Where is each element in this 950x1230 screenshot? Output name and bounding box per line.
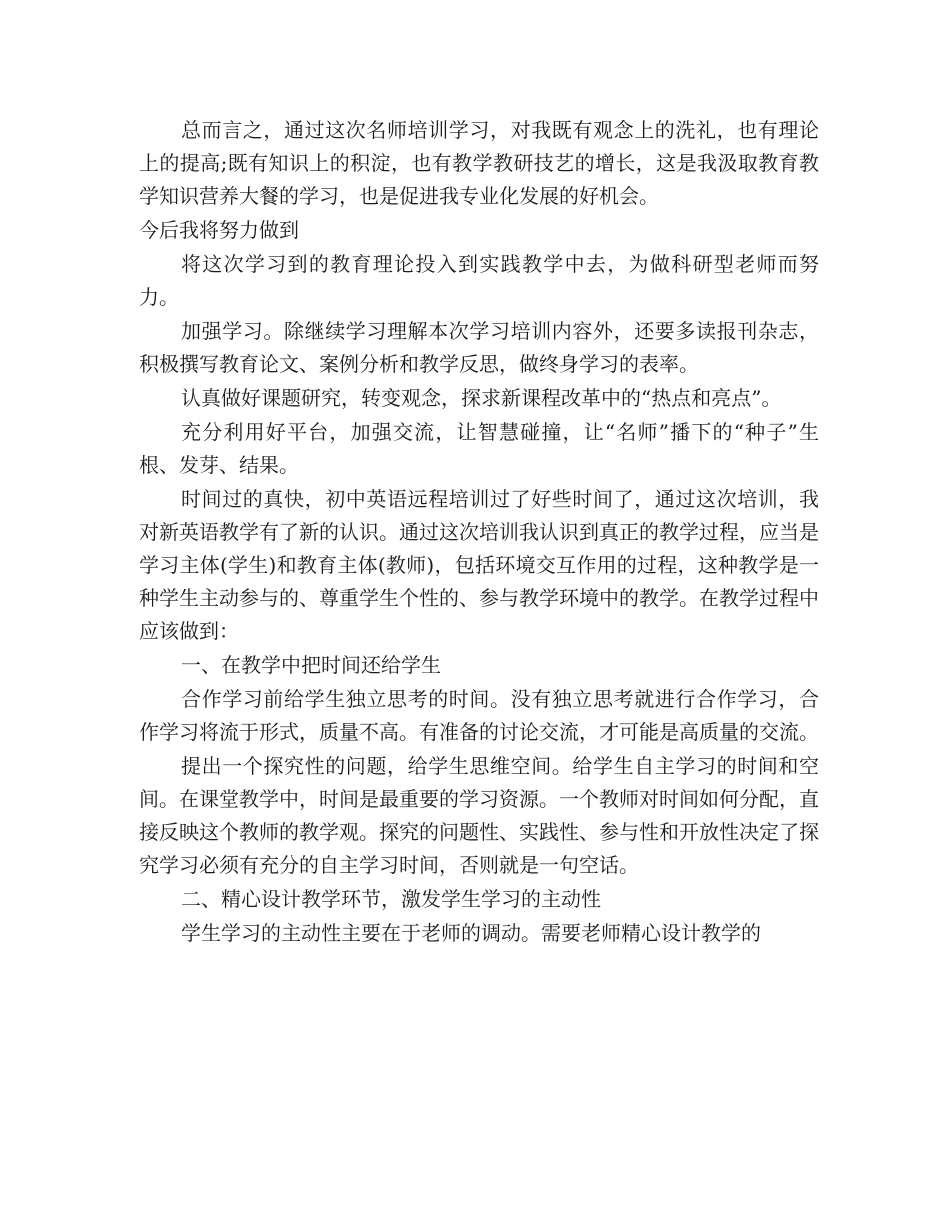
paragraph-practice: 将这次学习到的教育理论投入到实践教学中去，为做科研型老师而努力。: [139, 252, 819, 309]
paragraph-summary: 总而言之，通过这次名师培训学习，对我既有观念上的洗礼，也有理论上的提高;既有知识上的积淀，也有教学教研技艺的增长，这是我汲取教育教学知识营养大餐的学习，也是促进我专业化发展的好机会。: [139, 118, 819, 208]
document-body: [139, 114, 819, 951]
paragraph-training: 时间过的真快，初中英语远程培训过了好些时间了，通过这次培训，我对新英语教学有了新的认识。通过这次培训我认识到真正的教学过程，应当是学习主体(学生)和教育主体(教师)，包括环境交互作用的过程，这种教学是一种学生主动参与的、尊重学生个性的、参与教学环境中的教学。在教学过程中应该做到：: [139, 487, 819, 643]
paragraph-cooperative: 合作学习前给学生独立思考的时间。没有独立思考就进行合作学习，合作学习将流于形式，质量不高。有准备的讨论交流，才可能是高质量的交流。: [139, 687, 819, 744]
section-heading-1: 一、在教学中把时间还给学生: [181, 653, 441, 677]
paragraph-future-intro: 今后我将努力做到: [139, 218, 299, 242]
paragraph-initiative: 学生学习的主动性主要在于老师的调动。需要老师精心设计教学的: [181, 921, 761, 945]
paragraph-inquiry: 提出一个探究性的问题，给学生思维空间。给学生自主学习的时间和空间。在课堂教学中，时间是最重要的学习资源。一个教师对时间如何分配，直接反映这个教师的教学观。探究的问题性、实践性、参与性和开放性决定了探究学习必须有充分的自主学习时间，否则就是一句空话。: [139, 754, 819, 877]
paragraph-research: 认真做好课题研究，转变观念，探求新课程改革中的“热点和亮点”。: [181, 386, 782, 410]
paragraph-study: 加强学习。除继续学习理解本次学习培训内容外，还要多读报刊杂志，积极撰写教育论文、案例分析和教学反思，做终身学习的表率。: [139, 319, 819, 376]
paragraph-platform: 充分利用好平台，加强交流，让智慧碰撞，让“名师”播下的“种子”生根、发芽、结果。: [139, 420, 819, 477]
section-heading-2: 二、精心设计教学环节，激发学生学习的主动性: [181, 887, 601, 911]
